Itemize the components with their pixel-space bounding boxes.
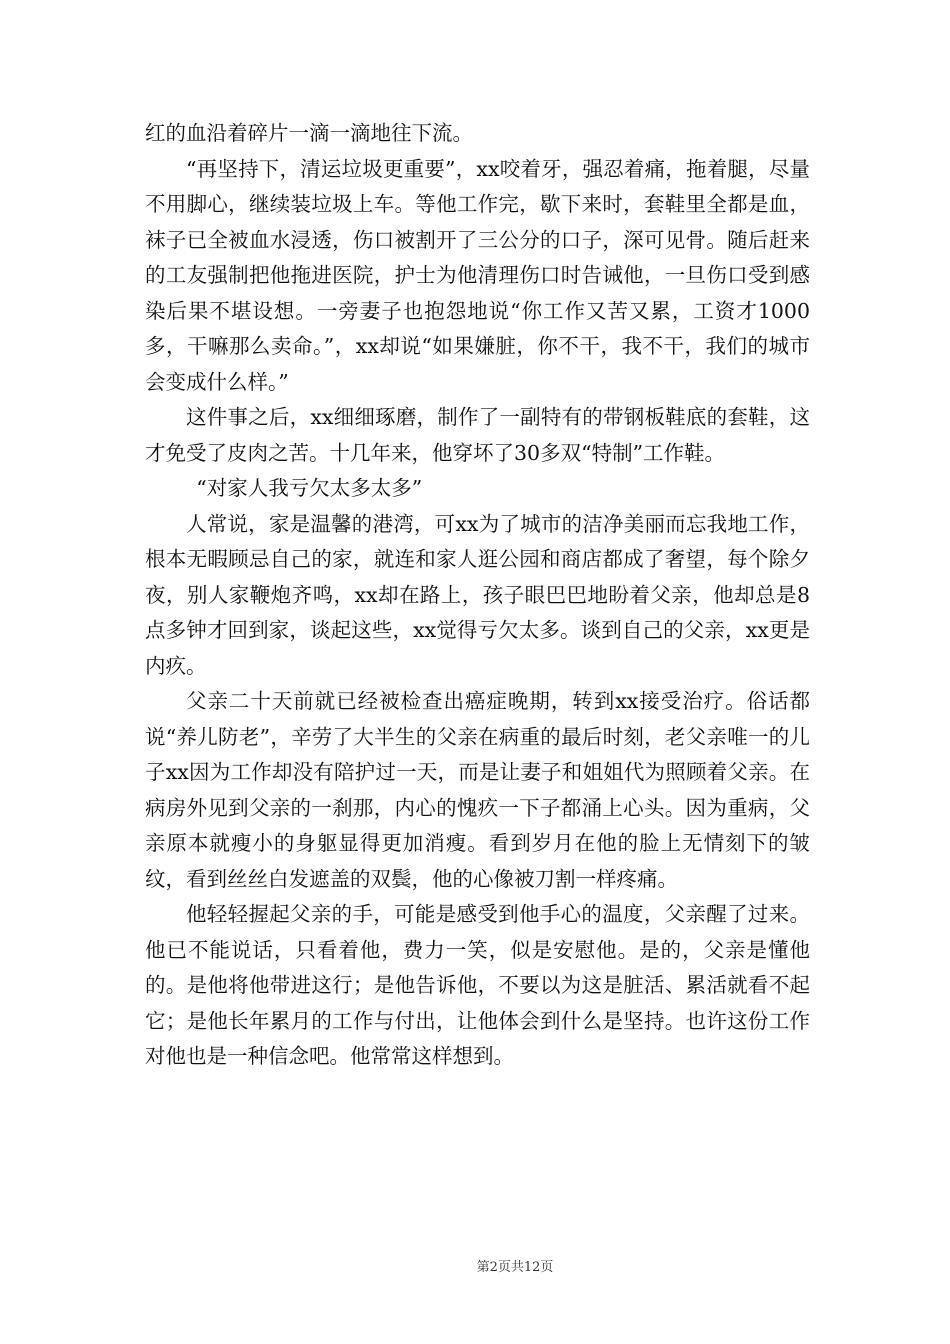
- section-heading: “对家人我亏欠太多太多”: [196, 476, 423, 500]
- paragraph: 人常说，家是温馨的港湾，可xx为了城市的洁净美丽而忘我地工作，根本无暇顾忌自己的家，就连和家人逛公园和商店都成了奢望，每个除夕夜，别人家鞭炮齐鸣，xx却在路上，孩子眼巴巴地盼着父亲，他却总是8点多钟才回到家，谈起这些，xx觉得亏欠太多。谈到自己的父亲，xx更是内疚。: [145, 511, 810, 678]
- paragraph: “再坚持下，清运垃圾更重要”，xx咬着牙，强忍着痛，拖着腿，尽量不用脚心，继续装垃圾上车。等他工作完，歇下来时，套鞋里全都是血，袜子已全被血水浸透，伤口被割开了三公分的口子，深可见骨。随后赶来的工友强制把他拖进医院，护士为他清理伤口时告诫他，一旦伤口受到感染后果不堪设想。一旁妻子也抱怨地说“你工作又苦又累，工资才1000多，干嘛那么卖命。”，xx却说“如果嫌脏，你不干，我不干，我们的城市会变成什么样。”: [145, 156, 810, 394]
- paragraph-continuation: 红的血沿着碎片一滴一滴地往下流。: [145, 121, 473, 145]
- paragraph: 父亲二十天前就已经被检查出癌症晚期，转到xx接受治疗。俗话都说“养儿防老”，辛劳了大半生的父亲在病重的最后时刻，老父亲唯一的儿子xx因为工作却没有陪护过一天，而是让妻子和姐姐代为照顾着父亲。在病房外见到父亲的一刹那，内心的愧疚一下子都涌上心头。因为重病，父亲原本就瘦小的身躯显得更加消瘦。看到岁月在他的脸上无情刻下的皱纹，看到丝丝白发遮盖的双鬓，他的心像被刀割一样疼痛。: [145, 689, 810, 891]
- paragraph: 他轻轻握起父亲的手，可能是感受到他手心的温度，父亲醒了过来。他已不能说话，只看着他，费力一笑，似是安慰他。是的，父亲是懂他的。是他将他带进这行；是他告诉他，不要以为这是脏活、累活就看不起它；是他长年累月的工作与付出，让他体会到什么是坚持。也许这份工作对他也是一种信念吧。他常常这样想到。: [145, 902, 810, 1068]
- document-body: [145, 116, 810, 1075]
- paragraph: 这件事之后，xx细细琢磨，制作了一副特有的带钢板鞋底的套鞋，这才免受了皮肉之苦。十几年来，他穿坏了30多双“特制”工作鞋。: [145, 405, 810, 465]
- page-number-footer: 第2页共12页: [476, 1260, 554, 1275]
